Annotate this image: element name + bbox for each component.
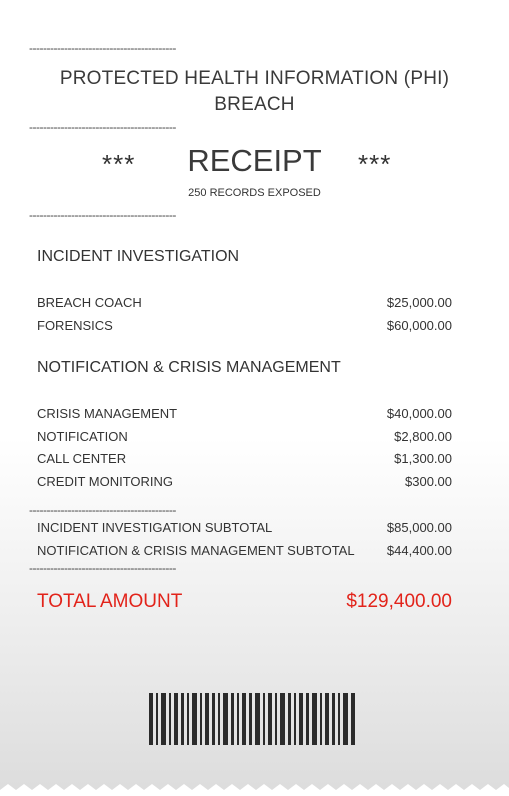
receipt-title-line2: BREACH (214, 94, 295, 115)
subtotal-row (37, 520, 452, 538)
line-item-label: FORENSICS (37, 318, 113, 333)
dashed-divider-subtotal-bottom: ------------------------------------------ (29, 561, 176, 575)
total-row (37, 591, 452, 615)
line-item (37, 318, 452, 336)
line-item-amount: $40,000.00 (386, 406, 452, 421)
line-item-label: CRISIS MANAGEMENT (37, 406, 178, 421)
receipt-heading: RECEIPT (187, 143, 322, 178)
line-item-label: CALL CENTER (37, 451, 127, 466)
stars-right: *** (358, 149, 392, 179)
stars-left: *** (102, 149, 136, 179)
section-heading-notification: NOTIFICATION & CRISIS MANAGEMENT (37, 359, 341, 376)
line-item-label: NOTIFICATION (37, 429, 128, 444)
line-item (37, 429, 452, 447)
dashed-divider-header: ------------------------------------------ (29, 208, 176, 222)
subtotal-amount: $44,400.00 (386, 543, 452, 558)
line-item-label: CREDIT MONITORING (37, 474, 174, 489)
line-item-amount: $1,300.00 (394, 451, 452, 466)
line-item-amount: $2,800.00 (394, 429, 452, 444)
subtotal-label: INCIDENT INVESTIGATION SUBTOTAL (37, 520, 273, 535)
receipt-heading-row (0, 143, 509, 183)
subtotal-row (37, 543, 452, 561)
receipt-title-line1: PROTECTED HEALTH INFORMATION (PHI) (59, 68, 450, 89)
torn-edge (0, 782, 509, 796)
line-item (37, 451, 452, 469)
dashed-divider-subtotal-top: ------------------------------------------ (29, 503, 176, 517)
records-exposed: 250 RECORDS EXPOSED (188, 187, 321, 199)
subtotal-amount: $85,000.00 (386, 520, 452, 535)
line-item (37, 474, 452, 492)
line-item-amount: $25,000.00 (386, 295, 452, 310)
line-item (37, 295, 452, 313)
line-item (37, 406, 452, 424)
dashed-divider-title: ------------------------------------------ (29, 120, 176, 134)
line-item-amount: $60,000.00 (386, 318, 452, 333)
barcode (149, 693, 355, 745)
total-amount: $129,400.00 (346, 591, 452, 612)
dashed-divider-top: ------------------------------------------ (29, 41, 176, 55)
subtotal-label: NOTIFICATION & CRISIS MANAGEMENT SUBTOTAL (37, 543, 355, 558)
line-item-label: BREACH COACH (37, 295, 142, 310)
section-heading-incident: INCIDENT INVESTIGATION (37, 248, 240, 265)
total-label: TOTAL AMOUNT (37, 591, 183, 612)
line-item-amount: $300.00 (405, 474, 452, 489)
